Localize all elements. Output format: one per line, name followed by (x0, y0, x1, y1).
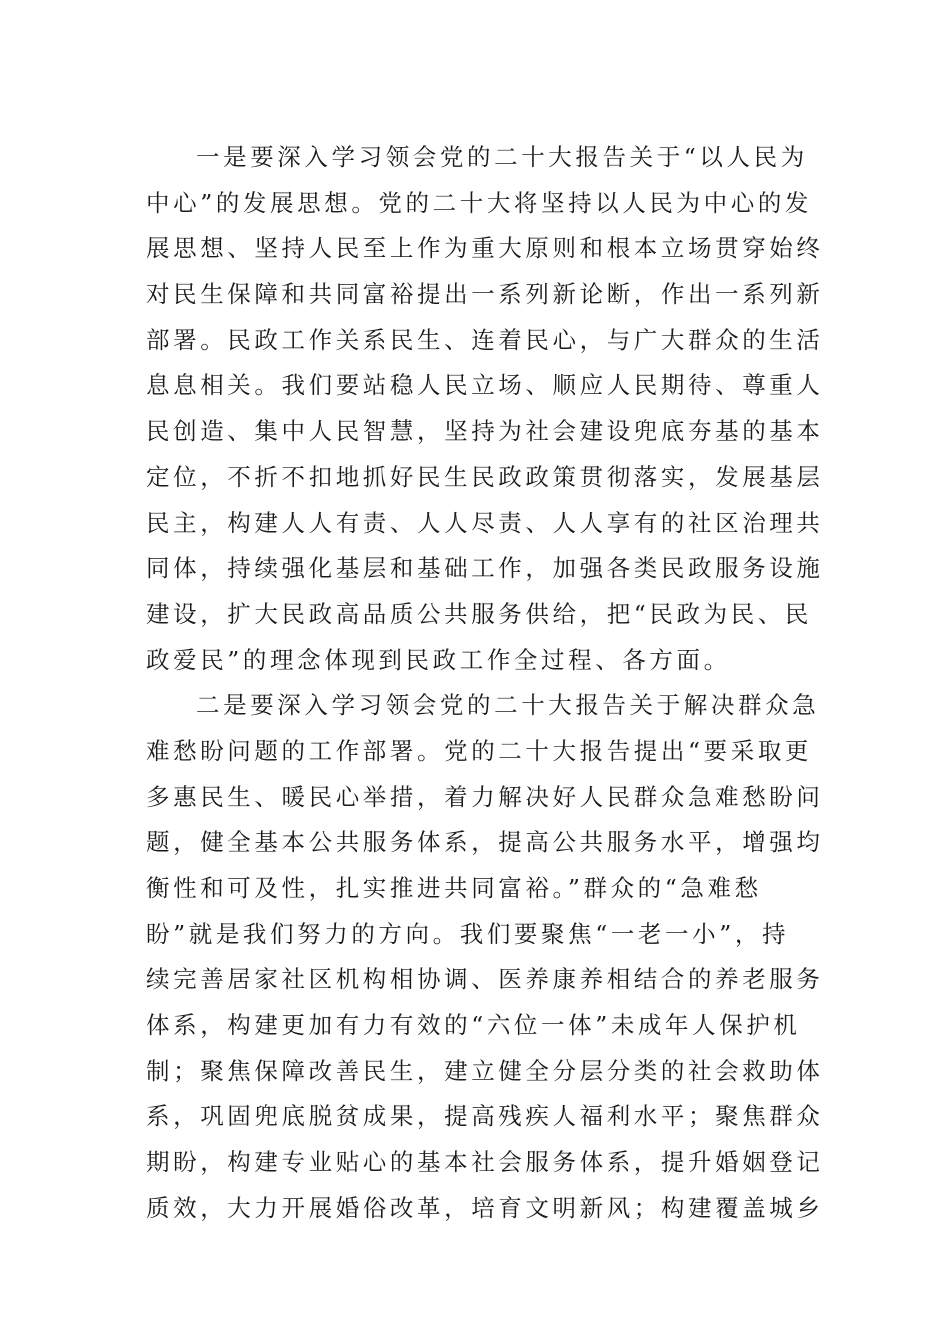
text-line: 政爱民”的理念体现到民政工作全过程、各方面。 (146, 645, 731, 674)
text-line: 续完善居家社区机构相协调、医养康养相结合的养老服务 (146, 965, 824, 994)
text-line: 衡性和可及性，扎实推进共同富裕。”群众的“急难愁 (146, 874, 762, 902)
text-line: 题，健全基本公共服务体系，提高公共服务水平，增强均 (146, 828, 824, 857)
text-line: 建设，扩大民政高品质公共服务供给，把“民政为民、民 (146, 599, 813, 628)
text-line: 盼”就是我们努力的方向。我们要聚焦“一老一小”，持 (146, 919, 790, 948)
text-line: 民创造、集中人民智慧，坚持为社会建设兜底夯基的基本 (146, 417, 824, 446)
text-line: 部署。民政工作关系民生、连着民心，与广大群众的生活 (146, 325, 824, 354)
text-line: 一是要深入学习领会党的二十大报告关于“以人民为 (196, 143, 808, 171)
text-line: 展思想、坚持人民至上作为重大原则和根本立场贯穿始终 (146, 234, 824, 263)
text-line: 民主，构建人人有责、人人尽责、人人享有的社区治理共 (146, 508, 824, 537)
text-line: 制；聚焦保障改善民生，建立健全分层分类的社会救助体 (146, 1056, 824, 1085)
text-line: 体系，构建更加有力有效的“六位一体”未成年人保护机 (146, 1011, 801, 1040)
text-line: 难愁盼问题的工作部署。党的二十大报告提出“要采取更 (146, 736, 813, 765)
text-line: 二是要深入学习领会党的二十大报告关于解决群众急 (196, 691, 820, 720)
text-line: 对民生保障和共同富裕提出一系列新论断，作出一系列新 (146, 280, 824, 309)
text-line: 息息相关。我们要站稳人民立场、顺应人民期待、尊重人 (146, 371, 824, 400)
text-line: 同体，持续强化基层和基础工作，加强各类民政服务设施 (146, 554, 824, 583)
paragraph-2 (146, 683, 824, 1231)
text-line: 系，巩固兜底脱贫成果，提高残疾人福利水平；聚焦群众 (146, 1102, 824, 1131)
text-line: 多惠民生、暖民心举措，着力解决好人民群众急难愁盼问 (146, 782, 824, 811)
paragraph-1 (146, 135, 824, 683)
text-line: 期盼，构建专业贴心的基本社会服务体系，提升婚姻登记 (146, 1148, 824, 1177)
text-line: 定位，不折不扣地抓好民生民政政策贯彻落实，发展基层 (146, 462, 824, 491)
body-text (146, 135, 824, 1232)
text-line: 中心”的发展思想。党的二十大将坚持以人民为中心的发 (146, 188, 813, 217)
text-line: 质效，大力开展婚俗改革，培育文明新风；构建覆盖城乡 (146, 1193, 824, 1222)
